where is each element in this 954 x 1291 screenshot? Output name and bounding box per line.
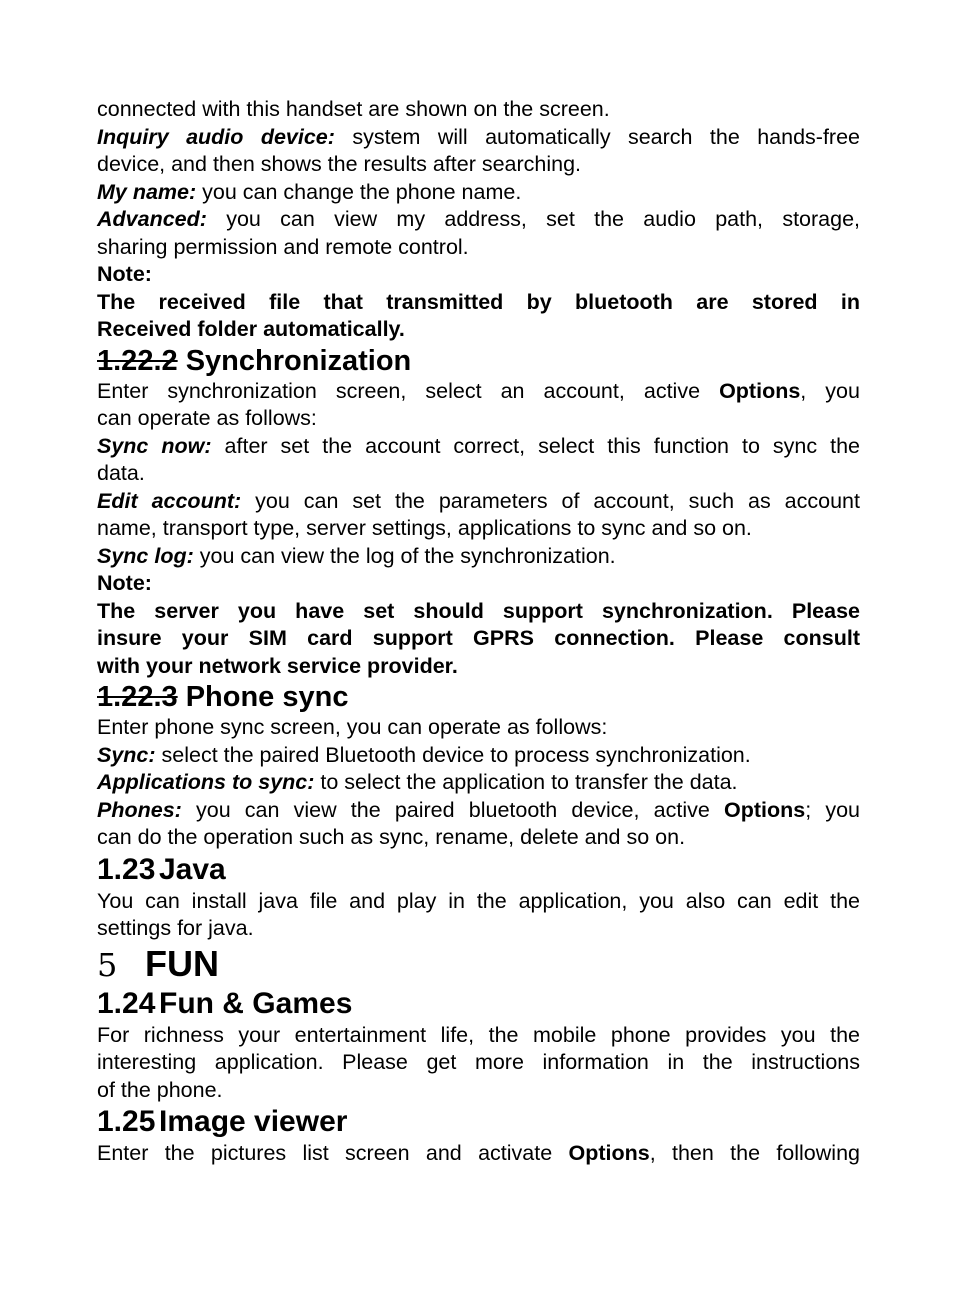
paragraph-games-2: interesting application. Please get more information in the instructions bbox=[97, 1050, 860, 1074]
document-page bbox=[97, 96, 860, 1168]
paragraph-connected: connected with this handset are shown on the screen. bbox=[97, 97, 610, 121]
heading-fun-games bbox=[97, 986, 860, 1022]
note-label-1: Note: bbox=[97, 262, 152, 286]
heading-number: 1.25 bbox=[97, 1105, 156, 1138]
paragraph-games-1: For richness your entertainment life, the mobile phone provides you the bbox=[97, 1022, 860, 1047]
chapter-title: FUN bbox=[145, 942, 219, 984]
heading-title: Java bbox=[159, 852, 226, 886]
inquiry-line1: system will automatically search the hands-free bbox=[334, 124, 861, 149]
paragraph-games-3: of the phone. bbox=[97, 1077, 223, 1102]
options-keyword: Options bbox=[719, 378, 801, 403]
heading-number: 1.22.2 bbox=[97, 344, 178, 377]
term-phones: Phones: bbox=[97, 797, 182, 822]
image-viewer-text: Enter the pictures list screen and activate bbox=[97, 1141, 569, 1165]
paragraph-sync-intro-2: can operate as follows: bbox=[97, 406, 317, 430]
paragraph-inquiry-2: device, and then shows the results after searching. bbox=[97, 152, 582, 176]
sync-intro-text: Enter synchronization screen, select an account, active bbox=[97, 378, 720, 403]
image-viewer-tail: , then the following bbox=[649, 1141, 860, 1165]
paragraph-myname bbox=[97, 179, 860, 207]
term-inquiry: Inquiry audio device: bbox=[97, 124, 335, 149]
paragraph-inquiry bbox=[97, 124, 860, 152]
paragraph-syncnow-2: data. bbox=[97, 461, 145, 485]
heading-title: Fun & Games bbox=[159, 986, 353, 1020]
syncnow-line1: after set the account correct, select this function to sync the bbox=[211, 433, 861, 458]
note-text-1b: Received folder automatically. bbox=[97, 317, 405, 341]
chapter-heading-fun bbox=[97, 943, 860, 986]
synclog-text: you can view the log of the synchronization. bbox=[193, 543, 616, 568]
paragraph-image-viewer bbox=[97, 1140, 860, 1168]
sync-intro-tail: , you bbox=[800, 378, 860, 403]
paragraph-editaccount-2: name, transport type, server settings, applications to sync and so on. bbox=[97, 516, 752, 540]
paragraph-sync-intro bbox=[97, 378, 860, 406]
paragraph-java: You can install java file and play in the application, you also can edit the bbox=[97, 888, 860, 913]
editaccount-line1: you can set the parameters of account, such as account bbox=[241, 488, 860, 513]
note-text-2c: with your network service provider. bbox=[97, 653, 458, 678]
paragraph-editaccount bbox=[97, 488, 860, 516]
term-syncnow: Sync now: bbox=[97, 433, 212, 458]
heading-title: Synchronization bbox=[177, 344, 412, 377]
myname-text: you can change the phone name. bbox=[196, 179, 522, 204]
heading-title: Image viewer bbox=[159, 1105, 348, 1138]
options-keyword: Options bbox=[723, 797, 806, 822]
term-editaccount: Edit account: bbox=[97, 488, 242, 513]
paragraph-ps-apps bbox=[97, 769, 860, 797]
ps-phones-text: you can view the paired bluetooth device, active bbox=[181, 797, 724, 822]
paragraph-advanced-2: sharing permission and remote control. bbox=[97, 234, 469, 259]
ps-sync-text: select the paired Bluetooth device to process synchronization. bbox=[155, 742, 751, 767]
paragraph-synclog bbox=[97, 543, 860, 571]
heading-synchronization bbox=[97, 344, 860, 378]
advanced-line1: you can view my address, set the audio path, storage, bbox=[206, 207, 860, 231]
term-advanced: Advanced: bbox=[97, 207, 207, 231]
note-text-2b: insure your SIM card support GPRS connection. Please consult bbox=[97, 626, 860, 650]
paragraph-syncnow bbox=[97, 433, 860, 461]
ps-apps-text: to select the application to transfer the data. bbox=[314, 770, 738, 794]
term-apps-to-sync: Applications to sync: bbox=[97, 770, 315, 794]
paragraph-advanced bbox=[97, 206, 860, 234]
paragraph-ps-phones bbox=[97, 797, 860, 825]
options-keyword: Options bbox=[568, 1141, 650, 1165]
paragraph-java-2: settings for java. bbox=[97, 916, 254, 940]
paragraph-ps-sync bbox=[97, 742, 860, 770]
term-synclog: Sync log: bbox=[97, 543, 194, 568]
paragraph-phonesync-intro: Enter phone sync screen, you can operate as follows: bbox=[97, 715, 608, 739]
term-sync: Sync: bbox=[97, 742, 156, 767]
note-text-2a: The server you have set should support synchronization. Please bbox=[97, 598, 860, 623]
paragraph-ps-phones-2: can do the operation such as sync, rename, delete and so on. bbox=[97, 825, 686, 849]
heading-phone-sync bbox=[97, 680, 860, 714]
chapter-number: 5 bbox=[97, 945, 118, 984]
note-text-1a: The received file that transmitted by bluetooth are stored in bbox=[97, 289, 860, 314]
heading-title: Phone sync bbox=[177, 681, 349, 713]
heading-number: 1.23 bbox=[97, 852, 156, 886]
term-myname: My name: bbox=[97, 179, 197, 204]
heading-image-viewer bbox=[97, 1104, 860, 1140]
ps-phones-tail: ; you bbox=[805, 797, 860, 822]
note-label-2: Note: bbox=[97, 571, 152, 595]
heading-java bbox=[97, 852, 860, 888]
heading-number: 1.24 bbox=[97, 986, 156, 1020]
heading-number: 1.22.3 bbox=[97, 681, 178, 713]
